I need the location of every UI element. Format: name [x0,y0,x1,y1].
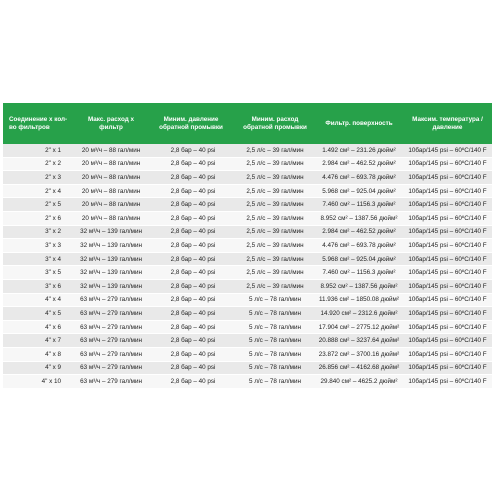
cell-connection: 2" x 5 [3,198,75,212]
cell-backwash-flow: 5 л/с – 78 гал/мин [235,347,315,361]
cell-temp-pressure: 10бар/145 psi – 60ºC/140 F [403,361,492,375]
cell-backwash-pressure: 2,8 бар – 40 psi [147,375,235,389]
header-max-flow: Макс. расход x фильтр [75,103,147,144]
cell-backwash-flow: 2,5 л/с – 39 гал/мин [235,239,315,253]
cell-temp-pressure: 10бар/145 psi – 60ºC/140 F [403,225,492,239]
cell-max-flow: 32 м³/ч – 139 гал/мин [75,266,147,280]
cell-temp-pressure: 10бар/145 psi – 60ºC/140 F [403,198,492,212]
cell-connection: 4" x 4 [3,293,75,307]
cell-connection: 3" x 5 [3,266,75,280]
cell-connection: 3" x 3 [3,239,75,253]
cell-filter-surface: 5.968 см² – 925.04 дюйм² [315,252,403,266]
cell-backwash-flow: 2,5 л/с – 39 гал/мин [235,266,315,280]
cell-connection: 2" x 2 [3,157,75,171]
table-row [3,157,492,171]
cell-max-flow: 63 м³/ч – 279 гал/мин [75,307,147,321]
cell-max-flow: 32 м³/ч – 139 гал/мин [75,279,147,293]
cell-filter-surface: 7.460 см² – 1156.3 дюйм² [315,266,403,280]
cell-temp-pressure: 10бар/145 psi – 60ºC/140 F [403,144,492,157]
filter-spec-table [3,103,492,389]
table-header [3,103,492,144]
cell-filter-surface: 2.984 см² – 462.52 дюйм² [315,157,403,171]
cell-backwash-pressure: 2,8 бар – 40 psi [147,144,235,157]
cell-backwash-pressure: 2,8 бар – 40 psi [147,252,235,266]
cell-backwash-pressure: 2,8 бар – 40 psi [147,334,235,348]
cell-connection: 4" x 10 [3,375,75,389]
table-row [3,293,492,307]
cell-backwash-flow: 2,5 л/с – 39 гал/мин [235,252,315,266]
cell-temp-pressure: 10бар/145 psi – 60ºC/140 F [403,266,492,280]
cell-filter-surface: 14.920 см² – 2312.6 дюйм² [315,307,403,321]
table-row [3,144,492,157]
cell-max-flow: 20 м³/ч – 88 гал/мин [75,184,147,198]
cell-backwash-pressure: 2,8 бар – 40 psi [147,266,235,280]
cell-filter-surface: 5.968 см² – 925.04 дюйм² [315,184,403,198]
cell-filter-surface: 1.492 см² – 231.26 дюйм² [315,144,403,157]
cell-temp-pressure: 10бар/145 psi – 60ºC/140 F [403,293,492,307]
cell-filter-surface: 11.936 см² – 1850.08 дюйм² [315,293,403,307]
cell-backwash-flow: 2,5 л/с – 39 гал/мин [235,157,315,171]
table-row [3,225,492,239]
cell-backwash-flow: 5 л/с – 78 гал/мин [235,334,315,348]
cell-backwash-pressure: 2,8 бар – 40 psi [147,279,235,293]
cell-backwash-pressure: 2,8 бар – 40 psi [147,347,235,361]
cell-max-flow: 63 м³/ч – 279 гал/мин [75,347,147,361]
cell-filter-surface: 26.856 см² – 4162.68 дюйм² [315,361,403,375]
cell-backwash-flow: 5 л/с – 78 гал/мин [235,307,315,321]
cell-backwash-flow: 2,5 л/с – 39 гал/мин [235,198,315,212]
cell-filter-surface: 8.952 см² – 1387.56 дюйм² [315,211,403,225]
cell-max-flow: 63 м³/ч – 279 гал/мин [75,375,147,389]
cell-filter-surface: 29.840 см² – 4625.2 дюйм² [315,375,403,389]
cell-max-flow: 32 м³/ч – 139 гал/мин [75,252,147,266]
cell-filter-surface: 17.904 см² – 2775.12 дюйм² [315,320,403,334]
header-max-temp-pressure: Максим. температура / давление [403,103,492,144]
table-row [3,347,492,361]
cell-max-flow: 20 м³/ч – 88 гал/мин [75,198,147,212]
cell-max-flow: 32 м³/ч – 139 гал/мин [75,239,147,253]
cell-max-flow: 32 м³/ч – 139 гал/мин [75,225,147,239]
cell-backwash-flow: 2,5 л/с – 39 гал/мин [235,211,315,225]
cell-backwash-flow: 5 л/с – 78 гал/мин [235,375,315,389]
cell-max-flow: 63 м³/ч – 279 гал/мин [75,293,147,307]
cell-max-flow: 63 м³/ч – 279 гал/мин [75,361,147,375]
cell-filter-surface: 2.984 см² – 462.52 дюйм² [315,225,403,239]
cell-backwash-pressure: 2,8 бар – 40 psi [147,307,235,321]
cell-backwash-pressure: 2,8 бар – 40 psi [147,198,235,212]
cell-connection: 4" x 5 [3,307,75,321]
cell-temp-pressure: 10бар/145 psi – 60ºC/140 F [403,347,492,361]
cell-backwash-pressure: 2,8 бар – 40 psi [147,320,235,334]
cell-backwash-flow: 5 л/с – 78 гал/мин [235,361,315,375]
cell-backwash-flow: 2,5 л/с – 39 гал/мин [235,171,315,185]
cell-backwash-flow: 5 л/с – 78 гал/мин [235,293,315,307]
cell-temp-pressure: 10бар/145 psi – 60ºC/140 F [403,307,492,321]
cell-filter-surface: 7.460 см² – 1156.3 дюйм² [315,198,403,212]
table-row [3,252,492,266]
table-row [3,279,492,293]
cell-max-flow: 20 м³/ч – 88 гал/мин [75,211,147,225]
table-row [3,334,492,348]
cell-backwash-flow: 2,5 л/с – 39 гал/мин [235,184,315,198]
cell-connection: 2" x 1 [3,144,75,157]
table-row [3,184,492,198]
cell-max-flow: 63 м³/ч – 279 гал/мин [75,334,147,348]
cell-backwash-flow: 2,5 л/с – 39 гал/мин [235,225,315,239]
cell-backwash-flow: 2,5 л/с – 39 гал/мин [235,144,315,157]
table-row [3,239,492,253]
cell-backwash-pressure: 2,8 бар – 40 psi [147,171,235,185]
cell-connection: 2" x 3 [3,171,75,185]
cell-connection: 3" x 6 [3,279,75,293]
table-row [3,375,492,389]
cell-backwash-pressure: 2,8 бар – 40 psi [147,184,235,198]
cell-temp-pressure: 10бар/145 psi – 60ºC/140 F [403,171,492,185]
table-body [3,144,492,388]
table-row [3,307,492,321]
cell-connection: 4" x 9 [3,361,75,375]
cell-filter-surface: 8.952 см² – 1387.56 дюйм² [315,279,403,293]
cell-connection: 4" x 8 [3,347,75,361]
header-filter-surface: Фильтр. поверхность [315,103,403,144]
cell-temp-pressure: 10бар/145 psi – 60ºC/140 F [403,334,492,348]
table-row [3,211,492,225]
cell-connection: 2" x 6 [3,211,75,225]
cell-temp-pressure: 10бар/145 psi – 60ºC/140 F [403,279,492,293]
cell-filter-surface: 4.476 см² – 693.78 дюйм² [315,171,403,185]
cell-filter-surface: 20.888 см² – 3237.64 дюйм² [315,334,403,348]
header-min-backwash-pressure: Миним. давление обратной промывки [147,103,235,144]
cell-connection: 3" x 2 [3,225,75,239]
cell-connection: 2" x 4 [3,184,75,198]
cell-backwash-flow: 5 л/с – 78 гал/мин [235,320,315,334]
table-row [3,171,492,185]
header-connection-count: Соединение x кол-во фильтров [3,103,75,144]
cell-temp-pressure: 10бар/145 psi – 60ºC/140 F [403,252,492,266]
cell-backwash-pressure: 2,8 бар – 40 psi [147,157,235,171]
cell-connection: 3" x 4 [3,252,75,266]
cell-max-flow: 20 м³/ч – 88 гал/мин [75,157,147,171]
cell-backwash-pressure: 2,8 бар – 40 psi [147,293,235,307]
cell-max-flow: 63 м³/ч – 279 гал/мин [75,320,147,334]
cell-backwash-pressure: 2,8 бар – 40 psi [147,225,235,239]
cell-temp-pressure: 10бар/145 psi – 60ºC/140 F [403,211,492,225]
cell-temp-pressure: 10бар/145 psi – 60ºC/140 F [403,184,492,198]
cell-temp-pressure: 10бар/145 psi – 60ºC/140 F [403,239,492,253]
header-row [3,103,492,144]
cell-connection: 4" x 7 [3,334,75,348]
cell-max-flow: 20 м³/ч – 88 гал/мин [75,171,147,185]
cell-connection: 4" x 6 [3,320,75,334]
table-row [3,198,492,212]
table-row [3,266,492,280]
cell-max-flow: 20 м³/ч – 88 гал/мин [75,144,147,157]
table-row [3,320,492,334]
cell-backwash-flow: 2,5 л/с – 39 гал/мин [235,279,315,293]
cell-backwash-pressure: 2,8 бар – 40 psi [147,361,235,375]
header-min-backwash-flow: Миним. расход обратной промывки [235,103,315,144]
cell-temp-pressure: 10бар/145 psi – 60ºC/140 F [403,320,492,334]
cell-backwash-pressure: 2,8 бар – 40 psi [147,211,235,225]
cell-filter-surface: 23.872 см² – 3700.16 дюйм² [315,347,403,361]
cell-temp-pressure: 10бар/145 psi – 60ºC/140 F [403,375,492,389]
cell-filter-surface: 4.476 см² – 693.78 дюйм² [315,239,403,253]
cell-backwash-pressure: 2,8 бар – 40 psi [147,239,235,253]
table-row [3,361,492,375]
cell-temp-pressure: 10бар/145 psi – 60ºC/140 F [403,157,492,171]
filter-spec-table-container [3,103,492,389]
